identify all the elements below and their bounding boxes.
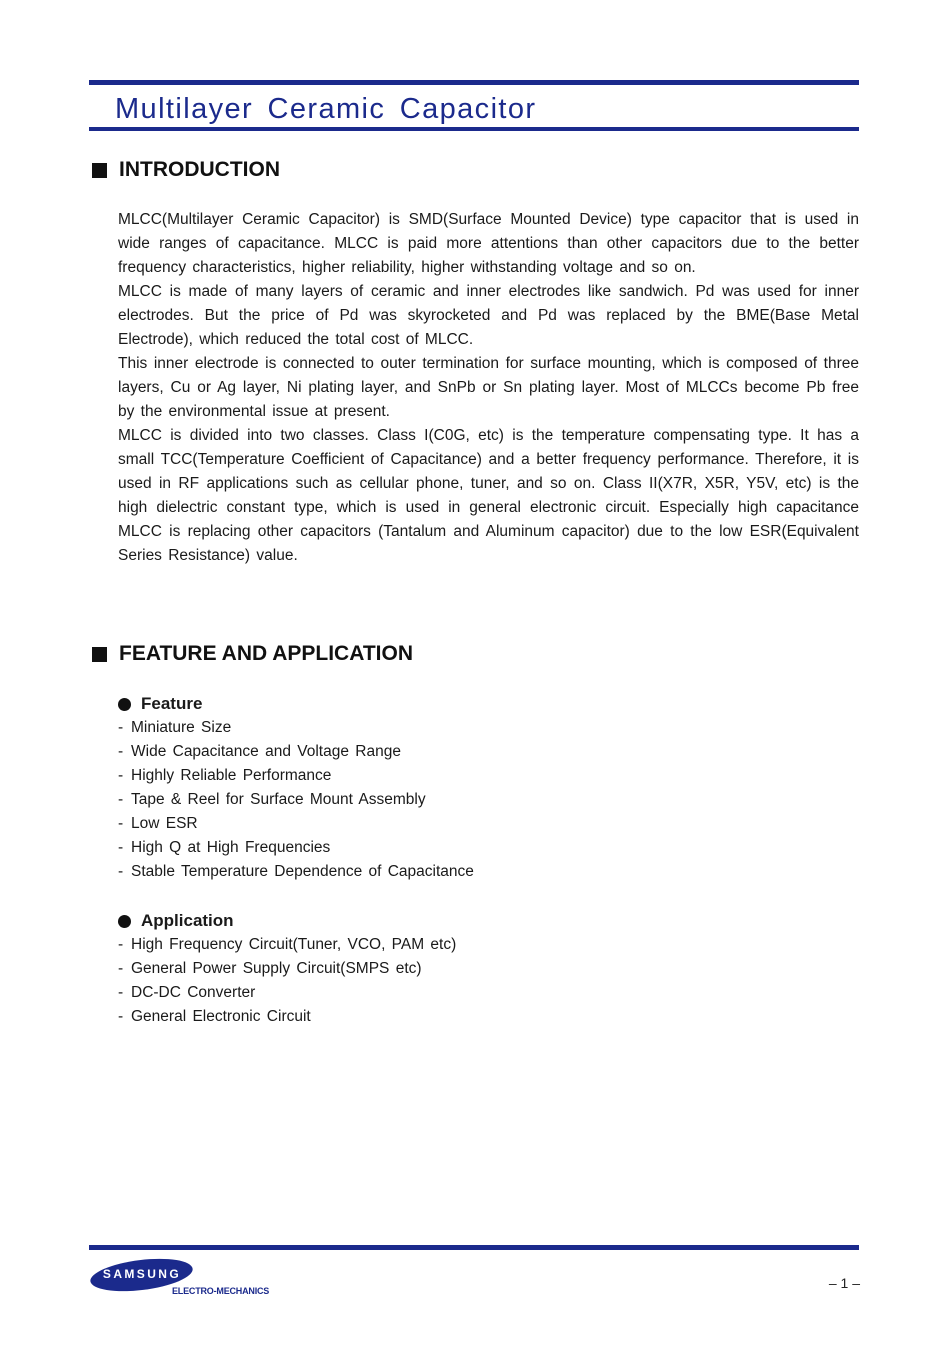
footer-rule <box>89 1245 859 1250</box>
list-item: - Highly Reliable Performance <box>118 764 474 788</box>
page-number: – 1 – <box>828 1275 860 1291</box>
logo-subtitle: ELECTRO-MECHANICS <box>172 1286 270 1296</box>
list-item: - Miniature Size <box>118 716 474 740</box>
subheading-application <box>118 909 234 933</box>
intro-paragraph: MLCC(Multilayer Ceramic Capacitor) is SMD(Surface Mounted Device) type capacitor that is used in wide ranges of capacitance. MLCC is paid more attentions than other capacitors due to the better frequency characteristics, higher reliability, higher withstanding voltage and so on. <box>118 211 859 276</box>
circle-bullet-icon <box>118 915 131 928</box>
header-top-rule <box>89 80 859 85</box>
samsung-logo <box>90 1258 270 1300</box>
intro-paragraph: This inner electrode is connected to outer termination for surface mounting, which is composed of three layers, Cu or Ag layer, Ni plating layer, and SnPb or Sn plating layer. Most of MLCCs become Pb free by the environmental issue at present. <box>118 355 859 420</box>
introduction-body <box>118 208 859 568</box>
list-item: - Low ESR <box>118 812 474 836</box>
section-heading-label: INTRODUCTION <box>119 158 280 181</box>
application-list <box>118 933 456 1029</box>
square-bullet-icon <box>92 163 107 178</box>
square-bullet-icon <box>92 647 107 662</box>
intro-paragraph: MLCC is made of many layers of ceramic and inner electrodes like sandwich. Pd was used for inner electrodes. But the price of Pd was skyrocketed and Pd was replaced by the BME(Base Metal Electrode), which reduced the total cost of MLCC. <box>118 283 859 348</box>
subheading-label: Application <box>141 911 234 930</box>
list-item: - High Q at High Frequencies <box>118 836 474 860</box>
circle-bullet-icon <box>118 698 131 711</box>
intro-paragraph: MLCC is divided into two classes. Class I(C0G, etc) is the temperature compensating type. It has a small TCC(Temperature Coefficient of Capacitance) and a better frequency performance. Therefore, it is used in RF applications such as cellular phone, tuner, and so on. Class II(X7R, X5R, Y5V, etc) is the high dielectric constant type, which is used in general electronic circuit. Especially high capacitance MLCC is replacing other capacitors (Tantalum and Aluminum capacitor) due to the low ESR(Equivalent Series Resistance) value. <box>118 427 859 564</box>
section-heading-label: FEATURE AND APPLICATION <box>119 642 413 665</box>
feature-list <box>118 716 474 884</box>
header-bottom-rule <box>89 127 859 131</box>
section-heading-introduction <box>92 157 280 183</box>
list-item: - High Frequency Circuit(Tuner, VCO, PAM etc) <box>118 933 456 957</box>
list-item: - Tape & Reel for Surface Mount Assembly <box>118 788 474 812</box>
logo-wordmark: SAMSUNG <box>102 1267 182 1281</box>
document-title: Multilayer Ceramic Capacitor <box>115 93 537 125</box>
list-item: - General Electronic Circuit <box>118 1005 456 1029</box>
subheading-feature <box>118 692 202 716</box>
section-heading-feature-application <box>92 641 413 667</box>
list-item: - DC-DC Converter <box>118 981 456 1005</box>
list-item: - Stable Temperature Dependence of Capacitance <box>118 860 474 884</box>
subheading-label: Feature <box>141 694 203 713</box>
list-item: - General Power Supply Circuit(SMPS etc) <box>118 957 456 981</box>
list-item: - Wide Capacitance and Voltage Range <box>118 740 474 764</box>
